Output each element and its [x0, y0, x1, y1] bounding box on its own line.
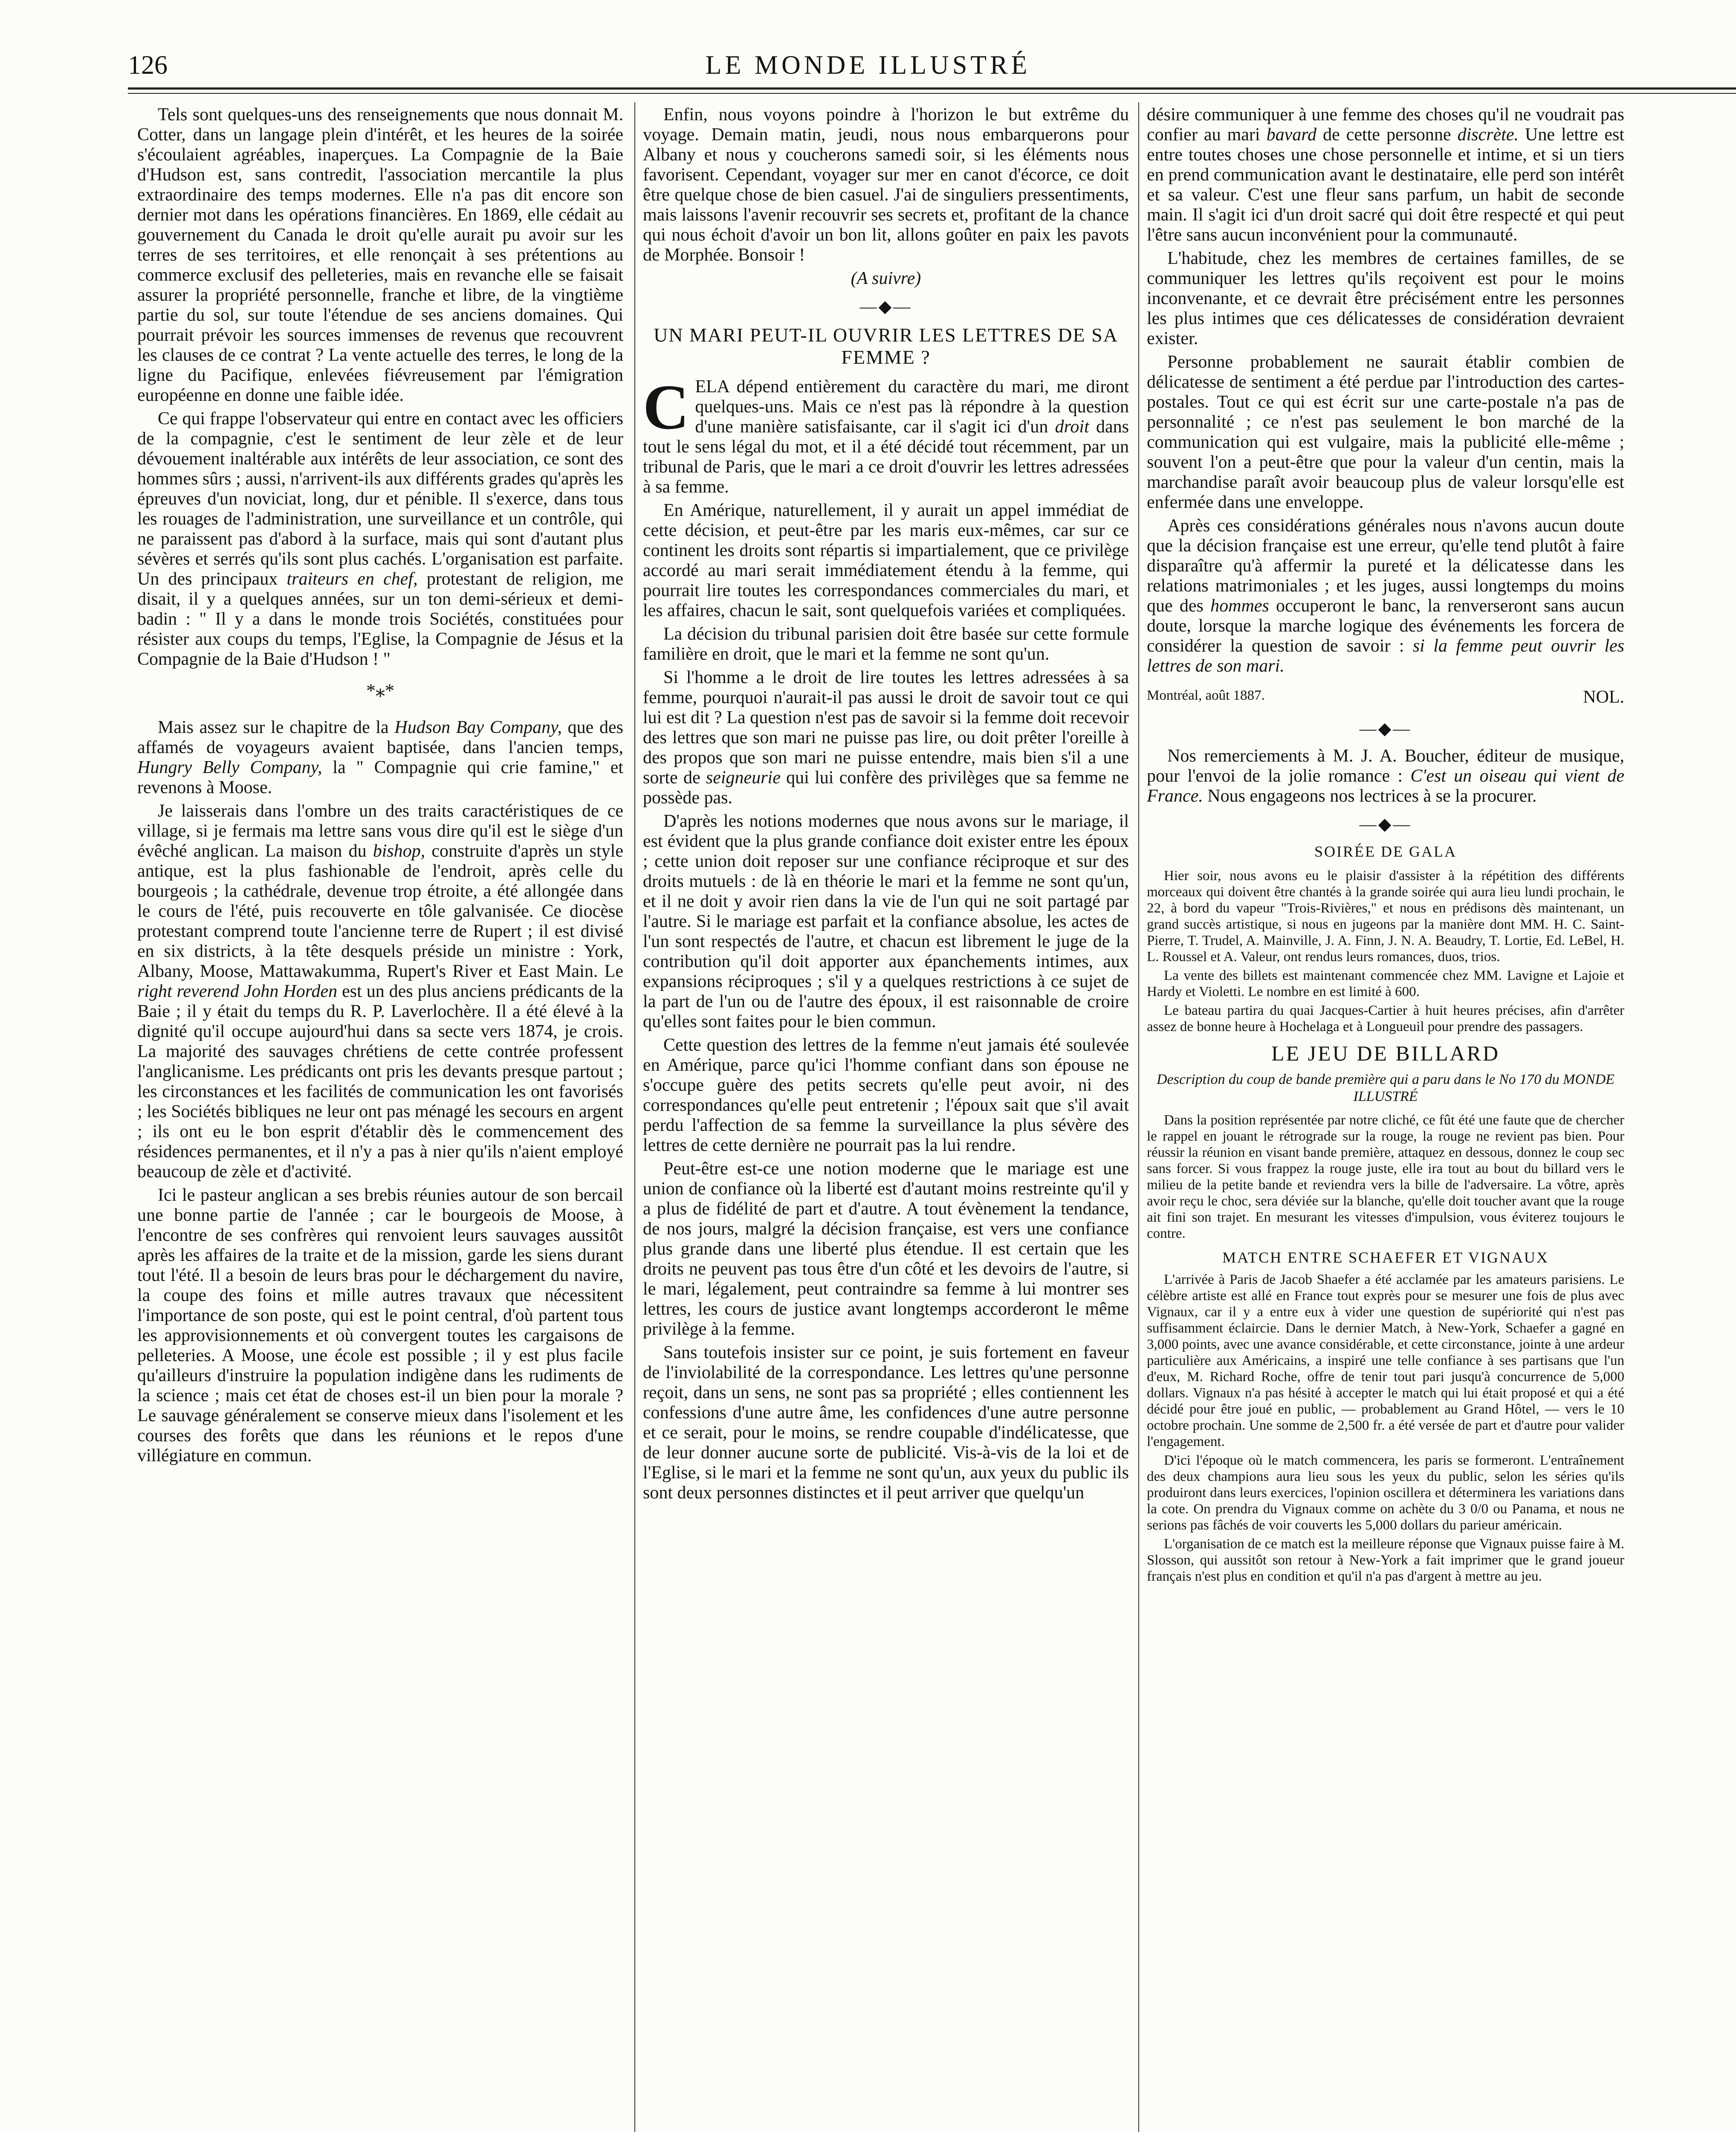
place-date: Montréal, août 1887. — [1147, 688, 1265, 703]
paragraph: Personne probablement ne saurait établir combien de délicatesse de sentiment a été perdue par l'introduction des cartes-postales. Tout ce qui est écrit sur une carte-postale n'a pas de personnalité ; ce n'est pas seulement le bon marché de la communication qui est vulgaire, mais la publicité elle-même ; souvent l'on a peut-être que pour la valeur d'un centin, mais la marchandise paraît avoir beaucoup plus de valeur lorsqu'elle est enfermée dans une enveloppe. — [1147, 352, 1624, 512]
signature: NOL. — [1583, 687, 1624, 707]
column-left — [137, 105, 623, 2132]
paragraph: Après ces considérations générales nous n'avons aucun doute que la décision française est une erreur, qu'elle tend plutôt à faire disparaître qu'à affermir la pureté et la délicatesse dans les relations matrimoniales ; et les juges, aussi longtemps du moins que des hommes occuperont le banc, la renverseront sans aucun doute, lorsque la marche logique des événements les forcera de considérer la question de savoir : si la femme peut ouvrir les lettres de son mari. — [1147, 516, 1624, 676]
paragraph: Enfin, nous voyons poindre à l'horizon le but extrême du voyage. Demain matin, jeudi, nous nous embarquerons pour Albany et nous y coucherons samedi soir, si les éléments nous favorisent. Cependant, voyager sur mer en canot d'écorce, ce doit être quelque chose de bien casuel. J'ai de singuliers pressentiments, mais laissons l'avenir recouvrir ses secrets et, profitant de la chance qui nous échoit d'avoir un bon lit, allons goûter en paix les pavots de Morphée. Bonsoir ! — [643, 105, 1129, 265]
to-be-continued: (A suivre) — [851, 269, 921, 288]
paragraph: L'organisation de ce match est la meilleure réponse que Vignaux puisse faire à M. Slosson, qui aussitôt son retour à New-York a fait imprimer que le grand joueur français n'est plus en condition et qu'il n'a pas d'argent à mettre au jeu. — [1147, 1536, 1624, 1584]
paragraph: En Amérique, naturellement, il y aurait un appel immédiat de cette décision, et peut-être par les maris eux-mêmes, car sur ce continent les droits sont répartis si impartialement, que ce privilège accordé au mari serait immédiatement étendu à la femme, qui pourrait lire toutes les correspondances commerciales du mari, et les affaires, chacun le sait, sont quelquefois variées et compliquées. — [643, 501, 1129, 620]
header-rule-thin — [128, 93, 1736, 94]
paragraph: Je laisserais dans l'ombre un des traits caractéristiques de ce village, si je fermais ma lettre sans vous dire qu'il est le siège d'un évêché anglican. La maison du bishop, construite d'après un style antique, est la plus fashionable de l'endroit, après celle du bourgeois ; la cathédrale, devenue trop étroite, a été allongée dans le cours de l'été, puis recouverte en tôle galvanisée. Ce diocèse protestant comprend toute l'ancienne terre de Rupert ; il est divisé en six districts, à la tête desquels préside un ministre : York, Albany, Moose, Mattawakumma, Rupert's River et East Main. Le right reverend John Horden est un des plus anciens prédicants de la Baie ; il y était du temps du R. P. Laverlochère. Il a été élevé à la dignité qu'il occupe aujourd'hui dans sa secte vers 1874, je crois. La majorité des sauvages chrétiens de cette contrée professent l'anglicanisme. Les prédicants ont pris les devants presque partout ; les circonstances et les facilités de communication les ont favorisés ; les Sociétés bibliques ne leur ont pas ménagé les secours en argent ; ils ont eu le bon esprit d'établir dès le commencement des résidences permanentes, et il n'y a pas à nier qu'ils n'aient employé beaucoup de zèle et d'activité. — [137, 801, 623, 1182]
paragraph: désire communiquer à une femme des choses qu'il ne voudrait pas confier au mari bavard de cette personne discrète. Une lettre est entre toutes choses une chose personnelle et intime, et si un tiers en prend communication avant le destinataire, elle perd son intérêt et sa valeur. C'est une fleur sans parfum, un habit de seconde main. Il s'agit ici d'un droit sacré qui doit être respecté et qui peut l'être sans aucun inconvénient pour la communauté. — [1147, 105, 1624, 245]
paragraph: La décision du tribunal parisien doit être basée sur cette formule familière en droit, que le mari et la femme ne sont qu'un. — [643, 624, 1129, 664]
billiard-section — [1147, 1112, 1624, 1242]
ornament-divider: —◆— — [1359, 814, 1412, 834]
drop-cap: C — [643, 372, 689, 443]
paragraph: L'arrivée à Paris de Jacob Shaefer a été acclamée par les amateurs parisiens. Le célèbre artiste est allé en France tout exprès pour se mesurer une fois de plus avec Vignaux, car il y a entre eux à vider une question de supériorité qui n'est pas suffisamment éclaircie. Dans le dernier Match, à New-York, Schaefer a gagné en 3,000 points, avec une avance considérable, et cette circonstance, jointe à une ardeur particulière aux Américains, a inspiré une telle confiance à ses partisans que l'un d'eux, M. Richard Roche, offre de tenir tout pari jusqu'à concurrence de 5,000 dollars. Vignaux n'a pas hésité à accepter le match qui lui était proposé et qui a été décidé pour être joué en public, — probablement au Grand Hôtel, — vers le 10 octobre prochain. Une somme de 2,500 fr. a été versée de part et d'autre pour valider l'engagement. — [1147, 1272, 1624, 1449]
paragraph: Le bateau partira du quai Jacques-Cartier à huit heures précises, afin d'arrêter assez de bonne heure à Hochelaga et à Longueuil pour prendre des passagers. — [1147, 1003, 1624, 1034]
paragraph: Tels sont quelques-uns des renseignements que nous donnait M. Cotter, dans un langage plein d'intérêt, et les heures de la soirée s'écoulaient agréables, inaperçues. La Compagnie de la Baie d'Hudson est, sans contredit, l'association mercantile la plus extraordinaire des temps modernes. Elle n'a pas dit encore son dernier mot dans les opérations financières. En 1869, elle cédait au gouvernement du Canada le droit qu'elle aurait pu avoir sur les terres de ses territoires, et elle renonçait à ses prétentions au commerce exclusif des pelleteries, mais en revanche elle se faisait assurer la propriété personnelle, franche et libre, de la vingtième partie du sol, sur toute l'étendue de ses anciens domaines. Qui pourrait prévoir les sources immenses de revenus que recouvrent les clauses de ce contrat ? La vente actuelle des terres, le long de la ligne du Pacifique, enlevées fiévreusement par l'émigration européenne en donne une faible idée. — [137, 105, 623, 405]
signoff — [1147, 687, 1624, 707]
paragraph: La vente des billets est maintenant commencée chez MM. Lavigne et Lajoie et Hardy et Violetti. Le nombre en est limité à 600. — [1147, 968, 1624, 999]
ornament-divider: —◆— — [859, 297, 912, 316]
paragraph: Si l'homme a le droit de lire toutes les lettres adressées à sa femme, pourquoi n'aurait-il pas aussi le droit de savoir tout ce qui lui est dit ? La question n'est pas de savoir si la femme doit recevoir des lettres que son mari ne puisse pas lire, ou doit prêter l'oreille à des propos que son mari ne puisse entendre, mais bien s'il a une sorte de seigneurie qui lui confère des privilèges que sa femme ne possède pas. — [643, 668, 1129, 808]
paragraph: D'ici l'époque où le match commencera, les paris se formeront. L'entraînement des deux champions aura lieu sous les yeux du public, selon les séries qu'ils produiront dans leurs exercices, l'opinion oscillera et déterminera les variations dans la cote. On prendra du Vignaux comme on achète du 3 0/0 ou Panama, et nous ne serions pas fâchés de voir couverts les 5,000 dollars du parieur américain. — [1147, 1453, 1624, 1533]
paragraph: Peut-être est-ce une notion moderne que le mariage est une union de confiance où la liberté est d'autant moins restreinte qu'il y a plus de fidélité de part et d'autre. A tout évènement la tendance, de nos jours, malgré la décision française, est vers une confiance plus grande dans une liberté plus étendue. Il est certain que les droits ne peuvent pas tous être d'un côté et les devoirs de l'autre, si le mari, légalement, peut contraindre sa femme à lui montrer ses lettres, les cours de justice avant longtemps accorderont le même privilège à la femme. — [643, 1159, 1129, 1339]
article-title: UN MARI PEUT-IL OUVRIR LES LETTRES DE SA FEMME ? — [654, 324, 1118, 368]
paragraph: D'après les notions modernes que nous avons sur le mariage, il est évident que la plus grande confiance doit exister entre les époux ; cette union doit reposer sur une confiance réciproque et sur des droits mutuels : de là en théorie le mari et la femme ne sont qu'un, et il ne doit y avoir rien dans la vie de l'un qui ne soit partagé par l'autre. Si le mariage est parfait et la confiance absolue, les actes de l'un sont respectés de l'autre, et chacun est librement le juge de la contribution qu'il doit apporter aux épanchements intimes, aux expansions réciproques ; s'il y a quelques restrictions à ce sujet de la part de l'un ou de l'autre des époux, il est raisonnable de croire qu'elles sont faites pour le bien commun. — [643, 811, 1129, 1031]
paragraph: Hier soir, nous avons eu le plaisir d'assister à la répétition des différents morceaux qui doivent être chantés à la grande soirée qui aura lieu lundi prochain, le 22, à bord du vapeur "Trois-Rivières," et nous en prédisons dès maintenant, un grand succès artistique, si nous en jugeons par la manière dont MM. H. C. Saint-Pierre, T. Trudel, A. Mainville, J. A. Finn, J. N. A. Beaudry, T. Lortie, Ed. LeBel, H. L. Roussel et A. Valeur, ont rendus leurs romances, duos, trios. — [1147, 868, 1624, 965]
paragraph: CELA dépend entièrement du caractère du mari, me diront quelques-uns. Mais ce n'est pas là répondre à la question d'une manière satisfaisante, car il s'agit ici d'un droit dans tout le sens légal du mot, et il a été décidé tout récemment, par un tribunal de Paris, que le mari a ce droit d'ouvrir les lettres adressées à sa femme. — [643, 372, 1129, 497]
column-right — [1147, 105, 1624, 2132]
paragraph: L'habitude, chez les membres de certaines familles, de se communiquer les lettres qu'ils reçoivent est pour le moins inconvenante, et ce devrait être précisément entre les personnes les plus intimes que ces délicatesses de considération devraient exister. — [1147, 249, 1624, 348]
billiard-title: LE JEU DE BILLARD — [1271, 1041, 1500, 1065]
paragraph: Ici le pasteur anglican a ses brebis réunies autour de son bercail une bonne partie de l'année ; car le bourgeois de Moose, à l'encontre de ses confrères qui renvoient leurs sauvages aussitôt après les affaires de la traite et de la mission, garde les siens durant tout l'été. Il a besoin de leurs bras pour le déchargement du navire, la coupe des foins et mille autres travaux que nécessitent l'importance de son poste, qui est le point central, d'où partent tous les approvisionnements et où convergent toutes les cargaisons de pelleteries. A Moose, une école est possible ; il y est plus facile qu'ailleurs d'instruire la population indigène dans les rudiments de la science ; mais cet état de choses est-il un bien pour la morale ? Le sauvage généralement se conserve mieux dans l'isolement et les courses des forêts que dans les réunions et le repos d'une villégiature en commun. — [137, 1185, 623, 1466]
page-number: 126 — [128, 51, 168, 80]
section-stars: *⁎* — [366, 680, 394, 701]
gala-title: SOIRÉE DE GALA — [1314, 843, 1457, 860]
masthead: LE MONDE ILLUSTRÉ — [705, 51, 1031, 80]
paragraph: Ce qui frappe l'observateur qui entre en contact avec les officiers de la compagnie, c'est le sentiment de leur zèle et de leur dévouement inaltérable aux intérêts de leur association, ce sont des hommes sûrs ; aussi, n'arrivent-ils aux différents grades qu'après les épreuves d'un noviciat, long, dur et pénible. Il s'exerce, dans tous les rouages de l'administration, une surveillance et un contrôle, qui ne paraissent pas d'abord à la surface, mais qui sont d'autant plus sévères et serrés qu'ils sont plus cachés. L'organisation est parfaite. Un des principaux traiteurs en chef, protestant de religion, me disait, il y a quelques années, sur un ton demi-sérieux et demi-badin : " Il y a dans le monde trois Sociétés, constituées pour résister aux coups du temps, l'Eglise, la Compagnie de Jésus et la Compagnie de la Baie d'Hudson ! " — [137, 409, 623, 669]
column-divider — [634, 102, 635, 2132]
paragraph: Nos remerciements à M. J. A. Boucher, éditeur de musique, pour l'envoi de la jolie romance : C'est un oiseau qui vient de France. Nous engageons nos lectrices à se la procurer. — [1147, 746, 1624, 806]
paragraph: Sans toutefois insister sur ce point, je suis fortement en faveur de l'inviolabilité de la correspondance. Les lettres qu'une personne reçoit, dans un sens, ne sont pas sa propriété ; elles contiennent les confessions d'une autre âme, les confidences d'une autre personne et ce serait, pour le moins, se rendre coupable d'indélicatesse, que de leur donner aucune sorte de publicité. Vis-à-vis de la loi et de l'Eglise, si le mari et la femme ne sont qu'un, aux yeux du public ils sont deux personnes distinctes et il peut arriver que quelqu'un — [643, 1343, 1129, 1503]
match-section — [1147, 1272, 1624, 1585]
paragraph: Cette question des lettres de la femme n'eut jamais été soulevée en Amérique, parce qu'ici l'homme confiant dans son épouse ne s'occupe guère des petits secrets qu'elle peut avoir, ni des correspondances qu'elle peut entretenir ; l'époux sait que s'il avait perdu l'affection de sa femme la surveillance la plus sévère des lettres de cette dernière ne pourrait pas la lui rendre. — [643, 1035, 1129, 1155]
gala-section — [1147, 868, 1624, 1035]
paragraph: Dans la position représentée par notre cliché, ce fût été une faute que de chercher le rappel en jouant le rétrograde sur la rouge, la rouge ne revient pas bien. Pour réussir la réunion en visant bande première, attaquez en dessous, donnez le coup sec sans forcer. Si vous frappez la rouge juste, elle ira tout au bout du billard vers le milieu de la petite bande et reviendra vers la bille de l'adversaire. La vôtre, après avoir reçu le choc, sera déviée sur la blanche, qu'elle doit toucher avant que la rouge ait fini son trajet. En mesurant les vitesses d'impulsion, vous éviterez toujours le contre. — [1147, 1112, 1624, 1241]
billiard-description: Description du coup de bande première qui a paru dans le No 170 du MONDE ILLUSTRÉ — [1156, 1072, 1615, 1104]
column-middle — [643, 105, 1129, 2132]
ornament-divider: —◆— — [1359, 719, 1412, 738]
match-title: MATCH ENTRE SCHAEFER ET VIGNAUX — [1222, 1249, 1549, 1266]
paragraph: Mais assez sur le chapitre de la Hudson Bay Company, que des affamés de voyageurs avaient baptisée, dans l'ancien temps, Hungry Belly Company, la " Compagnie qui crie famine," et revenons à Moose. — [137, 718, 623, 797]
header-rule — [128, 87, 1736, 90]
column-divider — [1138, 102, 1139, 2132]
